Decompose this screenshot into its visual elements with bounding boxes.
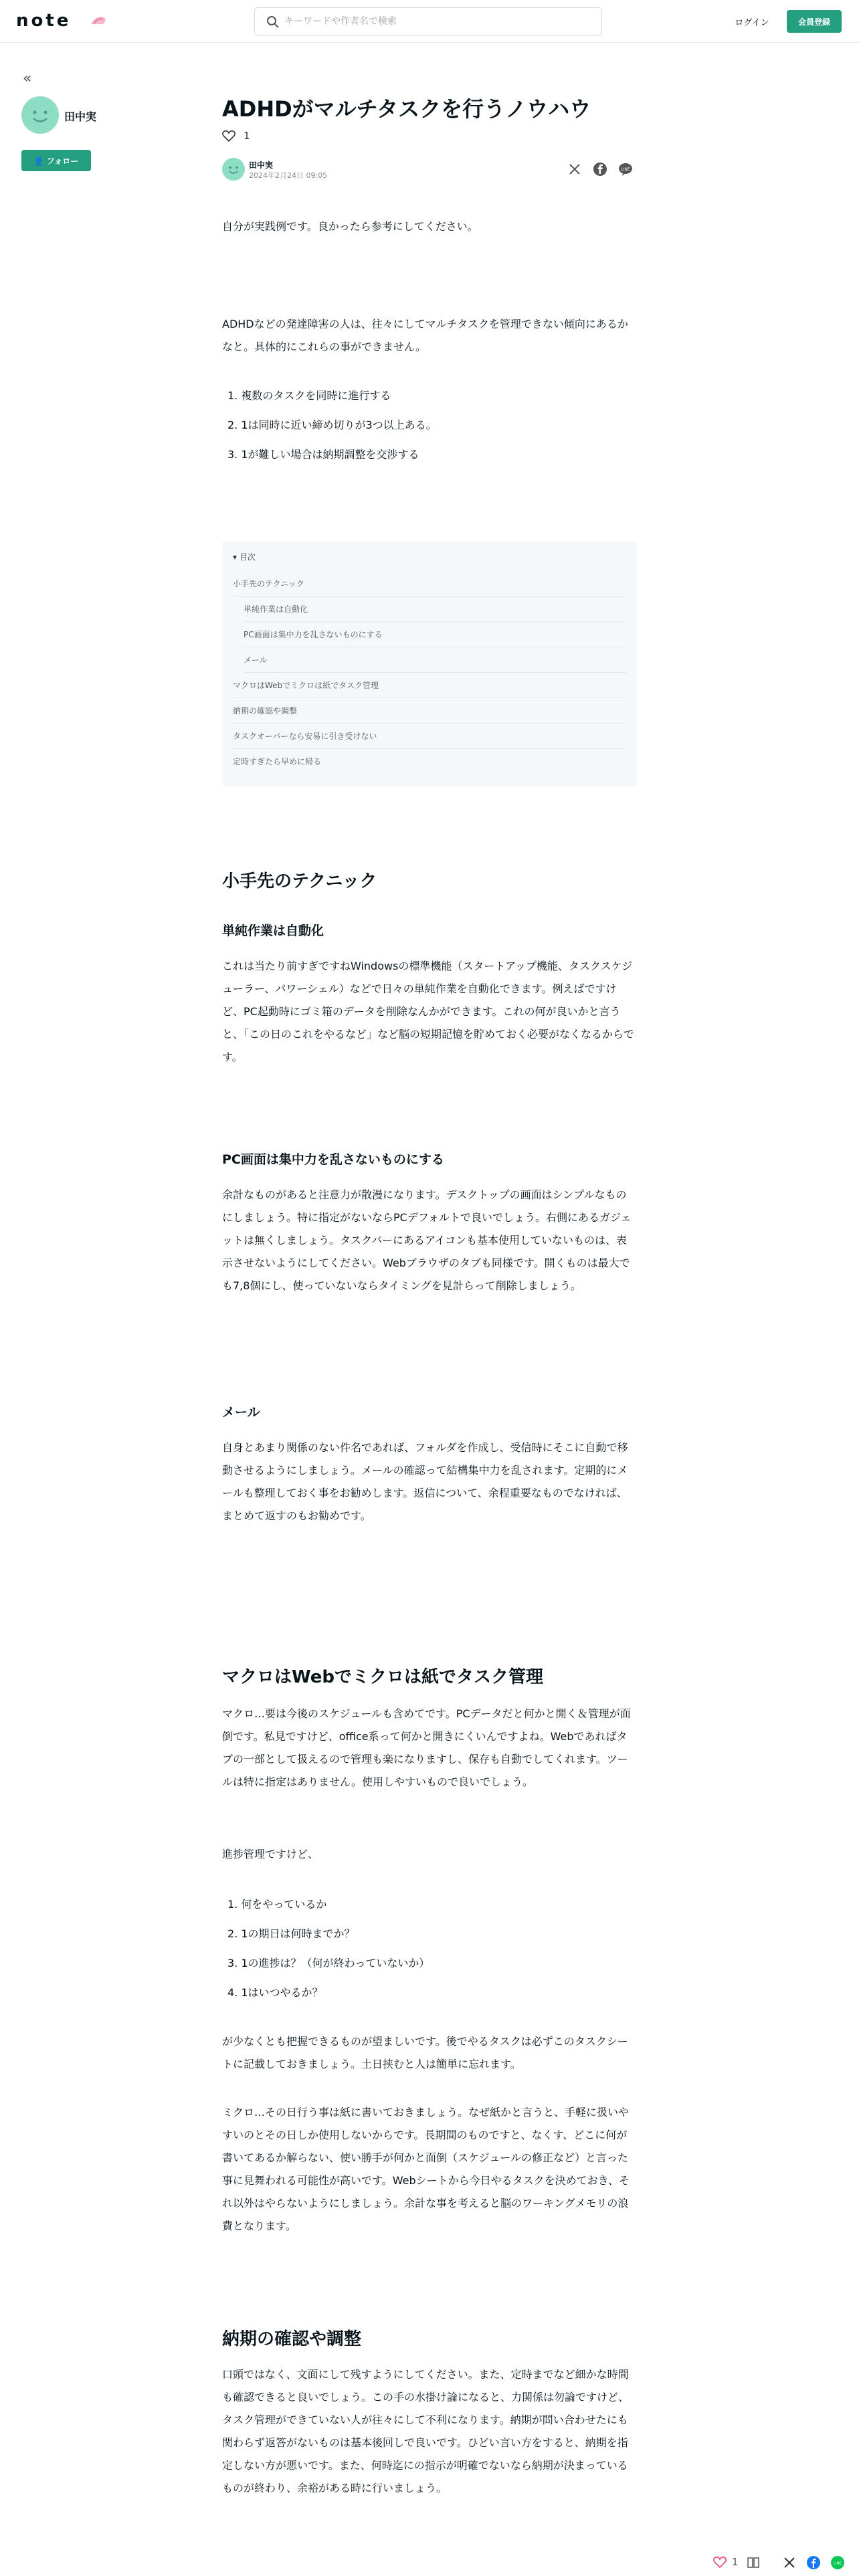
toc-item[interactable]: 納期の確認や調整 <box>233 698 626 724</box>
heart-icon[interactable] <box>713 2556 727 2568</box>
ordered-list-1 <box>222 381 637 469</box>
search-input[interactable] <box>284 8 592 35</box>
x-share-icon[interactable] <box>567 162 582 177</box>
article-title: ADHDがマルチタスクを行うノウハウ <box>222 96 591 122</box>
author-avatar[interactable] <box>21 96 59 134</box>
progress-paragraph: 進捗管理ですけど、 <box>222 1848 319 1860</box>
follow-button[interactable] <box>21 150 91 171</box>
subsection-heading: PC画面は集中力を乱さないものにする <box>222 1152 444 1167</box>
like-count: 1 <box>732 2556 739 2568</box>
sidebar-author-name[interactable]: 田中実 <box>64 110 97 123</box>
section-heading: マクロはWebでミクロは紙でタスク管理 <box>222 1667 543 1687</box>
intro-paragraph: 自分が実践例です。良かったら参考にしてください。 <box>222 220 478 233</box>
toc-item[interactable]: タスクオーバーなら安易に引き受けない <box>233 724 626 749</box>
triangle-down-icon: ▾ <box>233 552 237 562</box>
macro-paragraph: マクロ…要は今後のスケジュールも含めてです。PCデータだと何かと開く＆管理が面倒です。私見ですけど、office系って何かと開きにくいんですよね。Webであればタブの一部として扱えるので管理も楽になりますし、保存も自動でしてくれます。ツールは特に指定はありません。使用しやすいもので良いでしょう。 <box>222 1707 631 1788</box>
toc-item[interactable]: 定時すぎたら早めに帰る <box>233 757 322 766</box>
list-item: 4. 1はいつやるか？ <box>227 1986 323 1999</box>
toc-item[interactable]: マクロはWebでミクロは紙でタスク管理 <box>233 673 626 698</box>
line-share-icon[interactable] <box>831 2556 844 2569</box>
collapse-sidebar-icon[interactable]: « <box>23 70 32 87</box>
pc-screen-paragraph: 余計なものがあると注意力が散漫になります。デスクトップの画面はシンプルなものにしましょう。特に指定がないならPCデフォルトで良いでしょう。右側にあるガジェットは無くしましょう。タスクバーにあるアイコンも基本使用していないものは、表示させないようにしてください。Webブラウザのタブも同様です。開くものは最大でも7,8個にし、使っていないならタイミングを見計らって削除しましょう。 <box>222 1188 632 1292</box>
author-row <box>222 158 637 182</box>
smiley-avatar-icon <box>222 158 245 181</box>
facebook-share-icon[interactable] <box>807 2556 820 2569</box>
follow-label: フォロー <box>46 156 79 166</box>
toc-item[interactable]: メール <box>244 647 626 673</box>
line-share-icon[interactable] <box>618 162 633 177</box>
smiley-avatar-icon <box>21 96 59 134</box>
after-list-paragraph: が少なくとも把握できるものが望ましいです。後でやるタスクは必ずこのタスクシートに記載しておきましょう。土日挟むと人は簡単に忘れます。 <box>222 2035 628 2070</box>
toc-toggle[interactable] <box>233 551 256 562</box>
heart-icon[interactable] <box>222 130 235 142</box>
toc-item[interactable]: 単純作業は自動化 <box>244 597 626 622</box>
post-date: 2024年2月24日 09:05 <box>249 171 328 180</box>
note-logo[interactable]: note <box>16 11 72 31</box>
list-item: 2. 1の期日は何時までか？ <box>227 1927 355 1940</box>
article-header <box>222 94 637 124</box>
table-of-contents <box>222 542 637 786</box>
section-heading: 納期の確認や調整 <box>222 2329 362 2349</box>
logo-mark-icon <box>90 13 107 27</box>
login-button[interactable]: ログイン <box>723 11 781 32</box>
list-item: 2. 1は同時に近い締め切りが3つ以上ある。 <box>227 419 437 431</box>
toc-item[interactable]: PC画面は集中力を乱さないものにする <box>244 622 626 647</box>
search-icon <box>266 15 280 29</box>
toc-heading: 目次 <box>239 552 256 562</box>
list-item: 3. 1の進捗は？（何が終わっていないか） <box>227 1957 430 1969</box>
x-share-icon[interactable] <box>783 2556 796 2569</box>
svg-text:LINE: LINE <box>621 167 630 172</box>
ordered-list-2 <box>222 1890 637 2008</box>
mail-paragraph: 自身とあまり関係のない件名であれば、フォルダを作成し、受信時にそこに自動で移動させるようにしましょう。メールの確認って結構集中力を乱されます。定期的にメールも整理しておく事をお勧めします。返信について、余程重要なものでなければ、まとめて返すのもお勧めです。 <box>222 1441 628 1522</box>
toc-item[interactable]: 小手先のテクニック <box>233 571 626 597</box>
floating-action-bar <box>709 2555 859 2571</box>
person-add-icon: 👤 <box>33 156 44 166</box>
subsection-heading: 単純作業は自動化 <box>222 924 324 938</box>
list-item: 1. 何をやっているか <box>227 1898 327 1911</box>
micro-paragraph: ミクロ…その日行う事は紙に書いておきましょう。なぜ紙かと言うと、手軽に扱いやすいのとその日しか使用しないからです。長期間のものですと、なくす、どこに何が書いてあるか解らない、使い勝手が何かと面倒（スケジュールの修正など）と言った事に見舞われる可能性が高いです。Webシートから今日やるタスクを決めておき、それ以外はやらないようにしましょう。余計な事を考えると脳のワーキングメモリの浪費となります。 <box>222 2106 630 2232</box>
author-avatar-small[interactable] <box>222 158 245 181</box>
search-box[interactable] <box>254 7 602 35</box>
subsection-heading: メール <box>222 1405 260 1420</box>
svg-text:LINE: LINE <box>833 2561 842 2566</box>
deadline-paragraph: 口頭ではなく、文面にして残すようにしてください。また、定時までなど細かな時間も確認できると良いでしょう。この手の水掛け論になると、力関係は勿論ですけど、タスク管理ができていない人が往々にして不利になります。納期が問い合わせたにも関わらず返答がないものは基本後回しで良いです。ひどい言い方をすると、納期を指定しない方が悪いです。また、何時迄にの指示が明確でないなら納期が決まっているものが終わり、余裕がある時に行いましょう。 <box>222 2368 630 2494</box>
list-item: 1. 複数のタスクを同時に進行する <box>227 389 391 402</box>
site-header <box>0 0 859 43</box>
list-item: 3. 1が難しい場合は納期調整を交渉する <box>227 448 419 461</box>
magazine-add-icon[interactable] <box>747 2556 761 2569</box>
author-name[interactable]: 田中実 <box>249 160 274 170</box>
lead-paragraph: ADHDなどの発達障害の人は、往々にしてマルチタスクを管理できない傾向にあるかなと。具体的にこれらの事ができません。 <box>222 318 628 353</box>
like-count: 1 <box>244 130 250 142</box>
automation-paragraph: これは当たり前すぎですねWindowsの標準機能（スタートアップ機能、タスクスケジューラー、パワーシェル）などで日々の単純作業を自動化できます。例えばですけど、PC起動時にゴミ箱のデータを削除なんかができます。これの何が良いかと言うと、「この日のこれをやるなど」など脳の短期記憶を貯めておく必要がなくなるからです。 <box>222 960 634 1063</box>
section-heading: 小手先のテクニック <box>222 871 377 891</box>
signup-button[interactable]: 会員登録 <box>787 10 842 33</box>
facebook-share-icon[interactable] <box>593 162 607 177</box>
